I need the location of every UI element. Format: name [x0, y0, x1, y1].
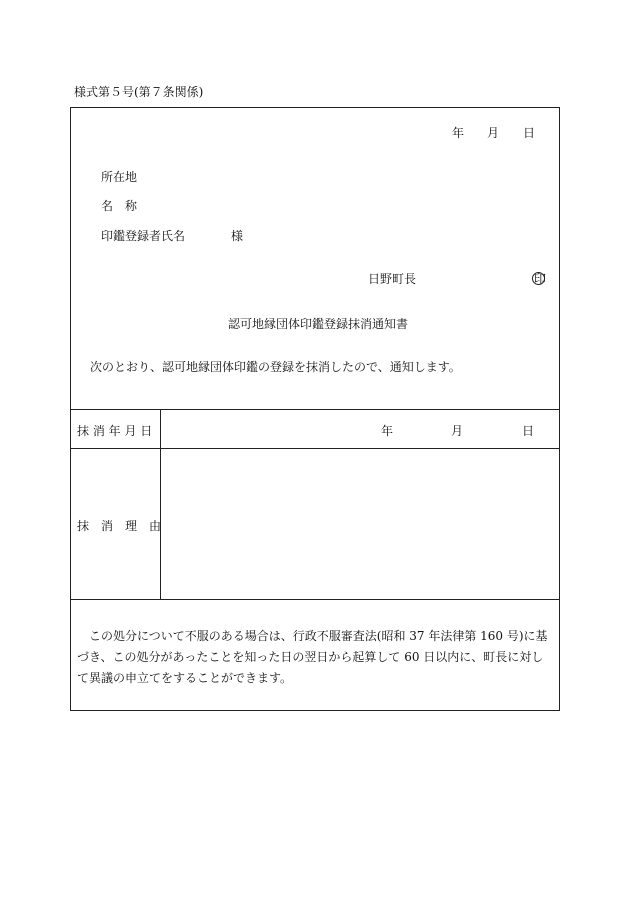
- issue-date-day: 日: [523, 126, 536, 140]
- document-title: 認可地縁団体印鑑登録抹消通知書: [228, 317, 409, 331]
- seal-label: 印: [534, 272, 547, 286]
- deletion-date-year: 年: [381, 424, 394, 438]
- honorific: 様: [231, 229, 244, 243]
- deletion-date-day: 日: [522, 424, 535, 438]
- body-text: 次のとおり、認可地縁団体印鑑の登録を抹消したので、通知します。: [90, 360, 461, 374]
- table-column-divider: [160, 409, 161, 599]
- address-label: 所在地: [101, 170, 138, 184]
- notice-form-frame: [70, 107, 560, 711]
- name-label: 名 称: [101, 199, 138, 213]
- table-top-rule: [71, 409, 559, 410]
- sender-title: 日野町長: [368, 272, 417, 286]
- issue-date-month: 月: [487, 126, 500, 140]
- registrant-name-label: 印鑑登録者氏名: [101, 229, 186, 243]
- table-row-divider: [71, 448, 559, 449]
- form-number: 様式第５号(第７条関係): [74, 85, 204, 99]
- issue-date-year: 年: [452, 126, 465, 140]
- deletion-reason-label: 抹 消 理 由: [77, 519, 162, 533]
- appeal-notice-text: この処分について不服のある場合は、行政不服審査法(昭和 37 年法律第 160 号)に基づき、この処分があったことを知った日の翌日から起算して 60 日以内に、町長に対して異議の申立てをすることができます。: [77, 629, 548, 685]
- seal-circle-icon: [532, 272, 545, 285]
- appeal-notice: [77, 626, 555, 689]
- deletion-date-month: 月: [451, 424, 464, 438]
- deletion-date-label: 抹 消 年 月 日: [77, 424, 153, 438]
- table-bottom-rule: [71, 599, 559, 600]
